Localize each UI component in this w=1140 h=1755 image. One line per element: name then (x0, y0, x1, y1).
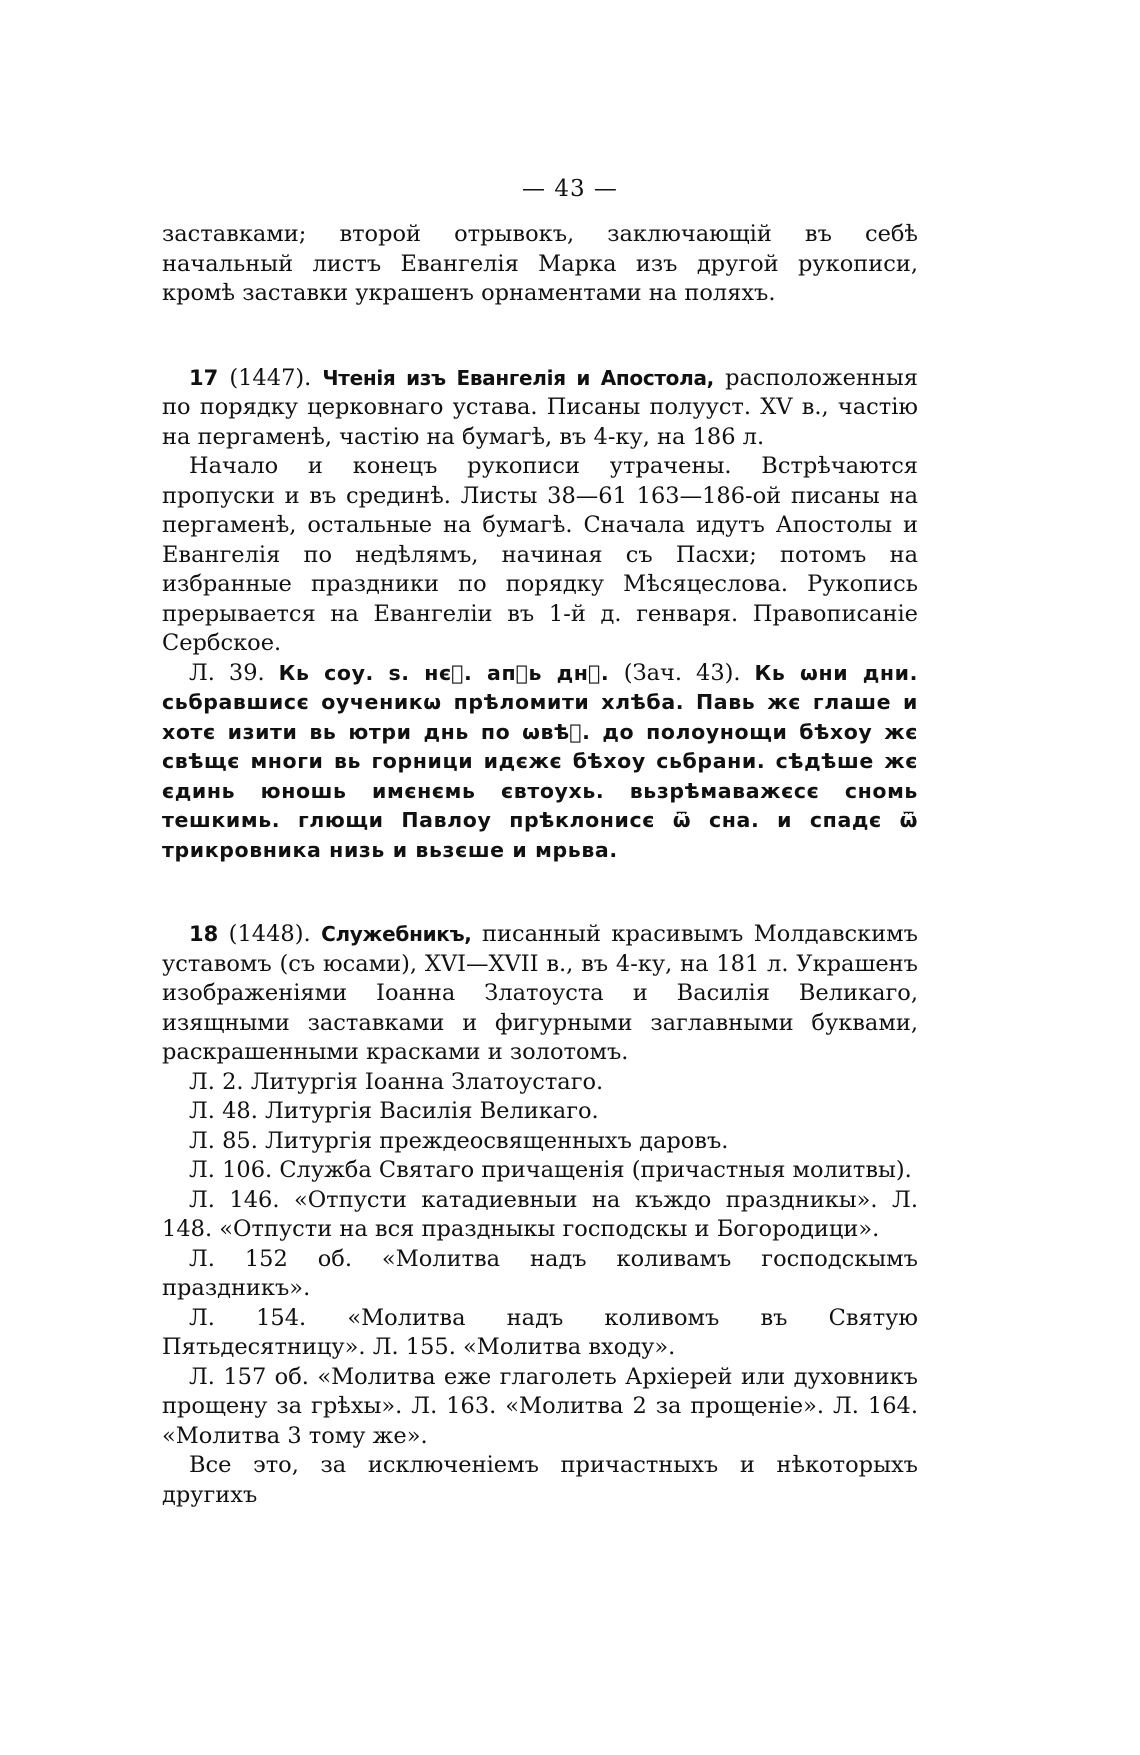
contents-line: Л. 48. Литургія Василія Великаго. (189, 1098, 599, 1124)
contents-line: Л. 146. «Отпусти катадиевныи на къждо праздникы». Л. 148. «Отпусти на вся праздныкы господскы и Богородици». (162, 1186, 918, 1242)
contents-line: Л. 106. Служба Святаго причащенія (причастныя молитвы). (189, 1157, 912, 1183)
contents-line: Л. 152 об. «Молитва надъ коливамъ господскымъ праздникъ». (162, 1245, 918, 1301)
entry-17-notes: Начало и конецъ рукописи утрачены. Встрѣчаются пропуски и въ срединѣ. Листы 38—61 163—186-ой писаны на пергаменѣ, остальные на бумагѣ. Сначала идутъ Апостолы и Евангелія по недѣлямъ, начиная съ Пасхи; потомъ на избранные праздники по порядку Мѣсяцеслова. Рукопись прерывается на Евангеліи въ 1-й д. генваря. Правописаніе Сербское. (162, 453, 918, 656)
entry-number: 18 (189, 922, 219, 946)
text-column (162, 220, 918, 1510)
contents-line: Все это, за исключеніемъ причастныхъ и нѣкоторыхъ другихъ (162, 1452, 918, 1508)
quote-zach-ref: (Зач. 43). (623, 659, 755, 686)
quote-leaf-ref: Л. 39. (189, 659, 279, 686)
entry-description: писанный красивымъ Молдавскимъ уставомъ (съ юсами), XVI—XVII в., въ 4-ку, на 181 л. Украшенъ изображеніями Іоанна Златоуста и Василія Великаго, изящными заставками и фигурными заглавными буквами, раскрашенными красками и золотомъ. (162, 921, 918, 1065)
entry-description: расположенныя по порядку церковнаго устава. Писаны полууст. XV в., частію на пергаменѣ, частію на бумагѣ, въ 4-ку, на 186 л. (162, 364, 918, 450)
contents-line: Л. 154. «Молитва надъ коливомъ въ Святую Пятьдесятницу». Л. 155. «Молитва входу». (162, 1304, 918, 1360)
entry-year: (1447). (218, 364, 323, 391)
contents-line: Л. 2. Литургія Іоанна Златоустаго. (189, 1068, 604, 1095)
entry-title: Чтенія изъ Евангелія и Апостола, (322, 365, 714, 390)
page-number: — 43 — (522, 176, 618, 202)
entry-17-heading (162, 364, 918, 453)
quote-heading: Кь сoу. s. нєⷯ. апⷧь днⷭ. (278, 660, 624, 685)
entry-number: 17 (189, 365, 219, 390)
contents-line: Л. 157 об. «Молитва еже глаголеть Архіерей или духовникъ прощену за грѣхы». Л. 163. «Молитва 2 за прощеніе». Л. 164. «Молитва 3 тому же». (162, 1363, 918, 1449)
contents-line: Л. 85. Литургія преждеосвященныхъ даровъ. (189, 1127, 729, 1154)
entry-title: Служебникъ, (321, 922, 472, 946)
entry-18-heading (162, 920, 918, 1068)
quote-body: Кь ѡни дни. сьбравшисє оученикѡ прѣломити хлѣба. Павь жє глаше и хотє изити вь ютри днь по ѡвѣⷯ. до полоунощи бѣхоу жє свѣщє многи вь горници идєжє бѣхоу сьбрани. сѣдѣше жє єдинь юношь имєнємь євтоухь. вьзрѣмаважєсє сномь тешкимь. глющи Павлоу прѣклонисє ѿ сна. и спадє ѿ трикровника низь и вьзєше и мрьва. (162, 660, 918, 862)
paragraph-continuation: заставками; второй отрывокъ, заключающій въ себѣ начальный листъ Евангелія Марка изъ другой рукописи, кромѣ заставки украшенъ орнаментами на поляхъ. (162, 221, 918, 306)
entry-year: (1448). (218, 921, 322, 947)
slavonic-quote (162, 659, 918, 866)
